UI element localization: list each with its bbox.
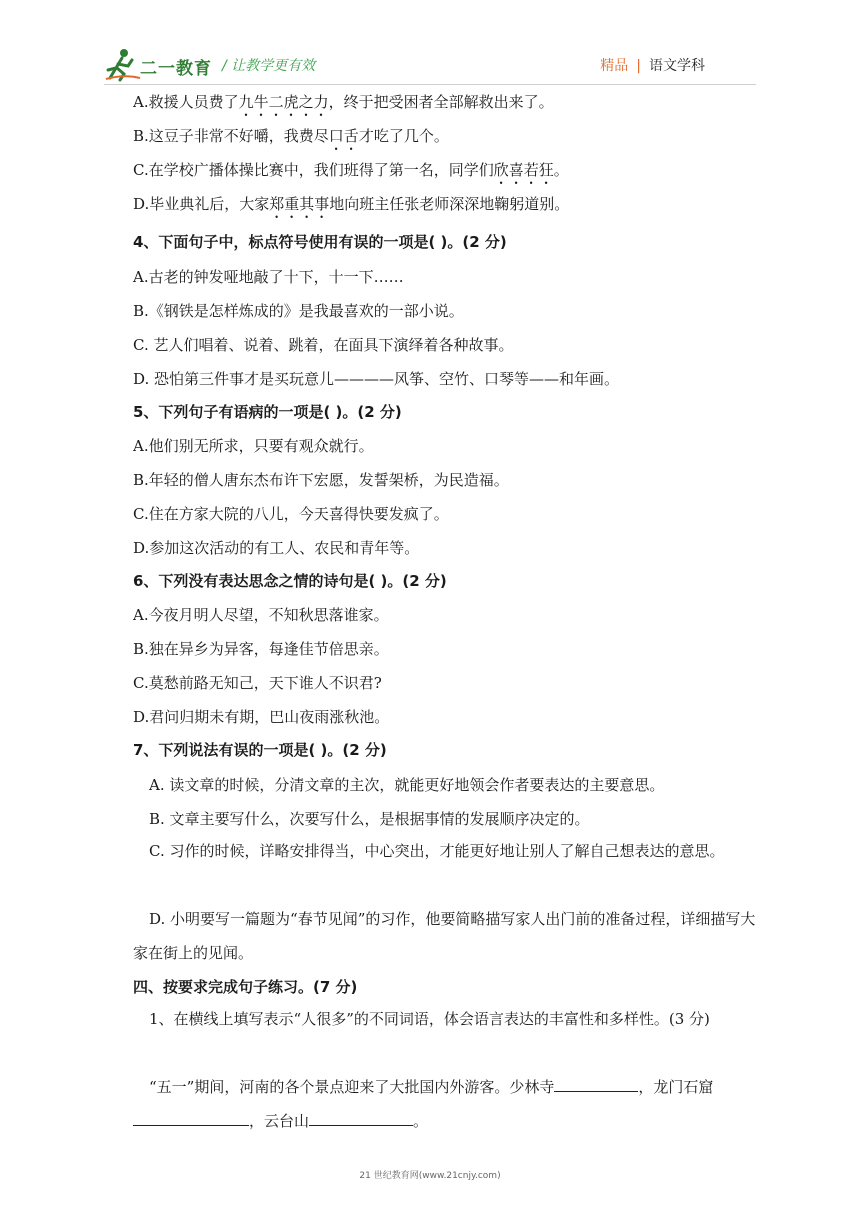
brand-name: 二一教育 [140,59,212,79]
header-divider [104,84,756,85]
q6-option-a: A.今夜月明人尽望，不知秋思落谁家。 [133,606,389,624]
q4-option-c: C. 艺人们唱着、说着、跳着，在面具下演绎着各种故事。 [133,336,514,354]
q7-option-a: A. 读文章的时候，分清文章的主次，就能更好地领会作者要表达的主要意思。 [149,776,665,794]
premium-badge: 精品 [600,58,629,74]
q5-option-c: C.住在方家大院的八儿，今天喜得快要发疯了。 [133,505,449,523]
q5-title: 5、下列句子有语病的一项是( )。(2 分) [133,403,402,421]
q7-option-c: C. 习作的时候，详略安排得当，中心突出，才能更好地让别人了解自己想表达的意思。 [149,842,725,860]
page-header [0,0,860,92]
section4-title: 四、按要求完成句子练习。(7 分) [133,978,358,996]
q7-option-b: B. 文章主要写什么，次要写什么，是根据事情的发展顺序决定的。 [149,810,590,828]
q3-option-b: B.这豆子非常不好嚼，我费尽口舌才吃了几个。 [133,127,449,145]
q3-option-d: D.毕业典礼后，大家郑重其事地向班主任张老师深深地鞠躬道别。 [133,195,570,213]
q4-option-a: A.古老的钟发哑地敲了十下，十一下…… [133,268,404,286]
section4-item1: 1、在横线上填写表示“人很多”的不同词语，体会语言表达的丰富性和多样性。(3 分) [149,1010,710,1028]
q6-option-c: C.莫愁前路无知己，天下谁人不识君? [133,674,382,692]
q4-option-d: D. 恐怕第三件事才是买玩意儿————风筝、空竹、口琴等——和年画。 [133,370,620,388]
q6-title: 6、下列没有表达思念之情的诗句是( )。(2 分) [133,572,447,590]
blank-line-2[interactable] [133,1109,249,1126]
subject-label [600,55,705,75]
page-footer: 21 世纪教育网(www.21cnjy.com) [359,1171,501,1181]
q6-option-d: D.君问归期未有期，巴山夜雨涨秋池。 [133,708,390,726]
q5-option-a: A.他们别无所求，只要有观众就行。 [133,437,374,455]
q4-option-b: B.《钢铁是怎样炼成的》是我最喜欢的一部小说。 [133,302,464,320]
q5-option-d: D.参加这次活动的有工人、农民和青年等。 [133,539,420,557]
subject-name: 语文学科 [649,58,705,74]
q6-option-b: B.独在异乡为异客，每逢佳节倍思亲。 [133,640,389,658]
blank-line-3[interactable] [309,1109,413,1126]
q3-option-c: C.在学校广播体操比赛中，我们班得了第一名，同学们欣喜若狂。 [133,161,569,179]
q5-option-b: B.年轻的僧人唐东杰布许下宏愿，发誓架桥，为民造福。 [133,471,509,489]
q7-option-d: D. 小明要写一篇题为“春节见闻”的习作，他要简略描写家人出门前的准备过程，详细描写大家在街上的见闻。 [133,910,756,962]
q3-option-a: A.救援人员费了九牛二虎之力，终于把受困者全部解救出来了。 [133,93,554,111]
section4-sentence: “五一”期间，河南的各个景点迎来了大批国内外游客。少林寺 ，龙门石窟，云台山 。 [133,1070,763,1138]
q4-title: 4、下面句子中，标点符号使用有误的一项是( )。(2 分) [133,233,507,251]
blank-line-1[interactable] [554,1075,638,1092]
header-separator: | [636,58,641,74]
brand-slogan: / 让教学更有效 [222,58,316,74]
q7-title: 7、下列说法有误的一项是( )。(2 分) [133,741,387,759]
